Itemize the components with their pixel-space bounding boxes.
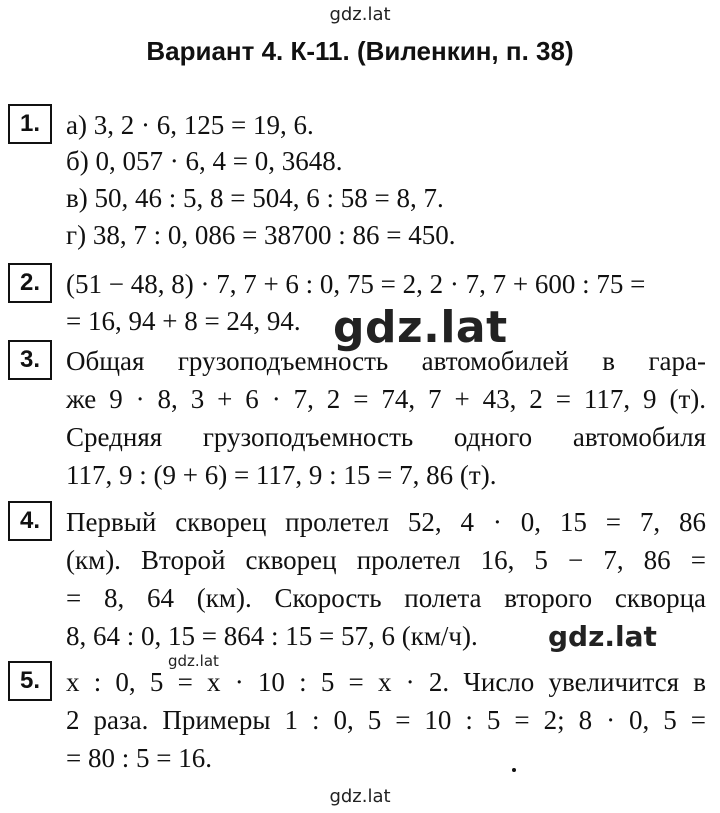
solution-line: Средняя грузоподъемность одного автомобиля [66, 422, 706, 452]
page-title: Вариант 4. К-11. (Виленкин, п. 38) [146, 36, 574, 66]
task-number-box: 1. [8, 104, 52, 144]
task-number-box: 4. [8, 501, 52, 541]
solution-line: (51 − 48, 8) · 7, 7 + 6 : 0, 75 = 2, 2 · 7, 7 + 600 : 75 = [66, 269, 646, 299]
solution-line: (км). Второй скворец пролетел 16, 5 − 7, 86 = [66, 545, 706, 575]
solution-line: а) 3, 2 · 6, 125 = 19, 6. [66, 110, 314, 140]
watermark-top: gdz.lat [329, 4, 391, 25]
solution-line: Общая грузоподъемность автомобилей в гара- [66, 346, 706, 376]
ink-dot [512, 768, 516, 772]
task-number-box: 5. [8, 661, 52, 701]
solution-line: же 9 · 8, 3 + 6 · 7, 2 = 74, 7 + 43, 2 = 117, 9 (т). [66, 384, 706, 414]
solution-line: б) 0, 057 · 6, 4 = 0, 3648. [66, 146, 343, 176]
solution-line: x : 0, 5 = x · 10 : 5 = x · 2. Число увеличится в [66, 667, 706, 697]
solution-line: Первый скворец пролетел 52, 4 · 0, 15 = 7, 86 [66, 507, 706, 537]
solution-line: = 16, 94 + 8 = 24, 94. [66, 306, 301, 336]
solution-line: = 8, 64 (км). Скорость полета второго скворца [66, 583, 706, 613]
watermark-center: gdz.lat [333, 302, 508, 353]
solution-line: = 80 : 5 = 16. [66, 743, 212, 773]
solution-line: 8, 64 : 0, 15 = 864 : 15 = 57, 6 (км/ч). [66, 621, 478, 651]
watermark-right: gdz.lat [548, 620, 657, 653]
watermark-small: gdz.lat [168, 652, 219, 670]
solution-line: 2 раза. Примеры 1 : 0, 5 = 10 : 5 = 2; 8 · 0, 5 = [66, 705, 706, 735]
solution-line: 117, 9 : (9 + 6) = 117, 9 : 15 = 7, 86 (т). [66, 460, 497, 490]
watermark-bottom: gdz.lat [329, 786, 391, 807]
task-number-box: 3. [8, 340, 52, 380]
solution-line: в) 50, 46 : 5, 8 = 504, 6 : 58 = 8, 7. [66, 183, 444, 213]
task-number-box: 2. [8, 263, 52, 303]
solution-line: г) 38, 7 : 0, 086 = 38700 : 86 = 450. [66, 220, 456, 250]
